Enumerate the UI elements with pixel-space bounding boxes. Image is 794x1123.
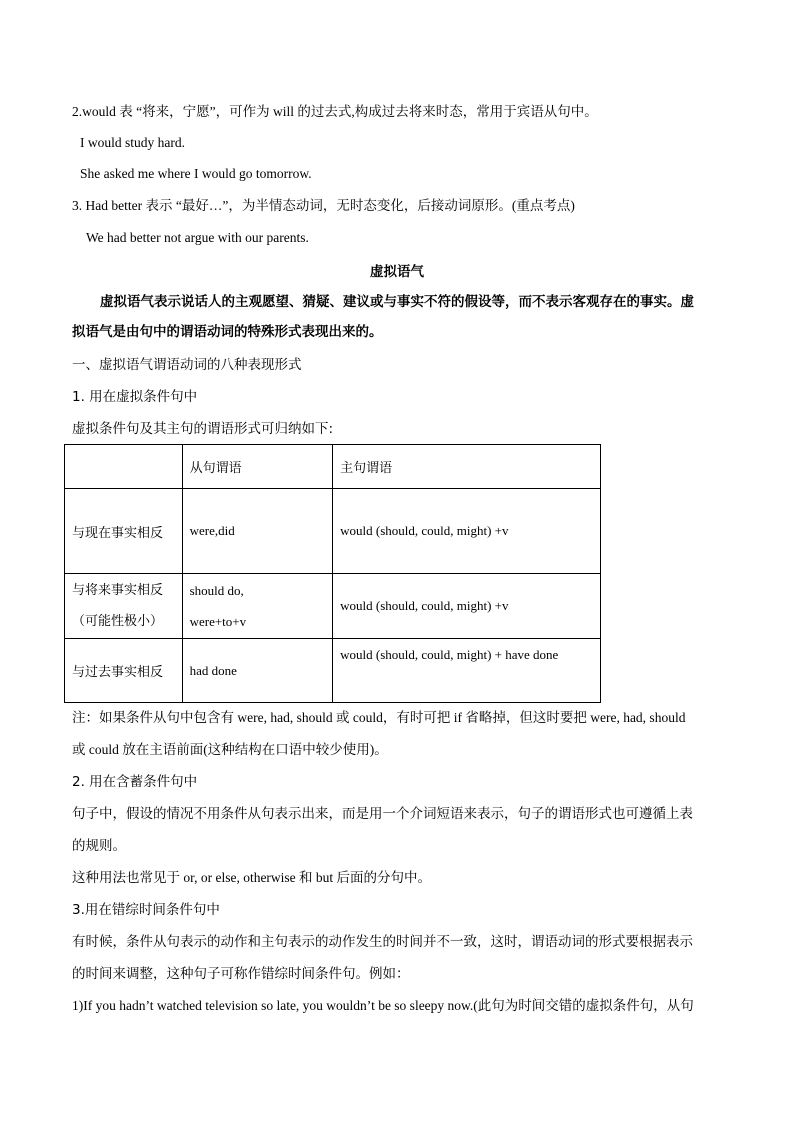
paragraph-would: 2.would 表 “将来，宁愿”，可作为 will 的过去式,构成过去将来时态，常用于宾语从句中。 (72, 104, 598, 119)
example-sentence: She asked me where I would go tomorrow. (80, 166, 312, 181)
clause-line: were+to+v (189, 614, 247, 629)
example-line: 1)If you hadn’t watched television so late, you wouldn’t be so sleepy now.(此句为时间交错的虚拟条件句，从句 (72, 998, 694, 1013)
paragraph-line: 这种用法也常见于 or, or else, otherwise 和 but 后面的分句中。 (72, 870, 432, 885)
paragraph-line: 有时候，条件从句表示的动作和主句表示的动作发生的时间并不一致，这时，谓语动词的形式要根据表示 (72, 934, 693, 950)
subheading: 一、虚拟语气谓语动词的八种表现形式 (72, 357, 302, 373)
table-row (65, 489, 601, 574)
conditional-table (64, 444, 601, 703)
table-intro: 虚拟条件句及其主句的谓语形式可归纳如下: (72, 421, 334, 437)
example-sentence: We had better not argue with our parents. (86, 230, 309, 245)
main-predicate: would (should, could, might) +v (333, 489, 601, 574)
main-predicate: would (should, could, might) +v (333, 574, 601, 639)
paragraph-line: 句子中，假设的情况不用条件从句表示出来，而是用一个介词短语来表示，句子的谓语形式也可遵循上表 (72, 806, 693, 822)
intro-paragraph-line: 虚拟语气表示说话人的主观愿望、猜疑、建议或与事实不符的假设等，而不表示客观存在的事实。虚 (100, 294, 694, 310)
paragraph-line: 的规则。 (72, 838, 126, 854)
table-header-cell: 主句谓语 (333, 445, 601, 489)
table-row (65, 639, 601, 703)
row-label-line: （可能性极小） (72, 614, 164, 629)
row-label (65, 574, 183, 639)
intro-paragraph-line: 拟语气是由句中的谓语动词的特殊形式表现出来的。 (72, 324, 383, 340)
paragraph-had-better: 3. Had better 表示 “最好…”，为半情态动词，无时态变化，后接动词原形。(重点考点) (72, 198, 575, 213)
example-sentence: I would study hard. (80, 135, 185, 150)
row-label: 与现在事实相反 (65, 489, 183, 574)
note-line: 注：如果条件从句中包含有 were, had, should 或 could，有时可把 if 省略掉，但这时要把 were, had, should (72, 710, 686, 725)
row-label-line: 与将来事实相反 (72, 583, 164, 598)
clause-predicate (182, 574, 333, 639)
subheading: 1. 用在虚拟条件句中 (72, 389, 198, 405)
table-header-cell (65, 445, 183, 489)
section-title: 虚拟语气 (370, 264, 424, 280)
note-line: 或 could 放在主语前面(这种结构在口语中较少使用)。 (72, 742, 388, 757)
clause-predicate: had done (182, 639, 333, 703)
main-predicate: would (should, could, might) + have done (333, 639, 601, 703)
row-label: 与过去事实相反 (65, 639, 183, 703)
subheading: 3.用在错综时间条件句中 (72, 902, 220, 918)
paragraph-line: 的时间来调整，这种句子可称作错综时间条件句。例如： (72, 966, 410, 982)
table-row (65, 574, 601, 639)
clause-line: should do, (189, 583, 244, 598)
clause-predicate: were,did (182, 489, 333, 574)
subheading: 2. 用在含蓄条件句中 (72, 774, 198, 790)
table-header-cell: 从句谓语 (182, 445, 333, 489)
table-header-row (65, 445, 601, 489)
